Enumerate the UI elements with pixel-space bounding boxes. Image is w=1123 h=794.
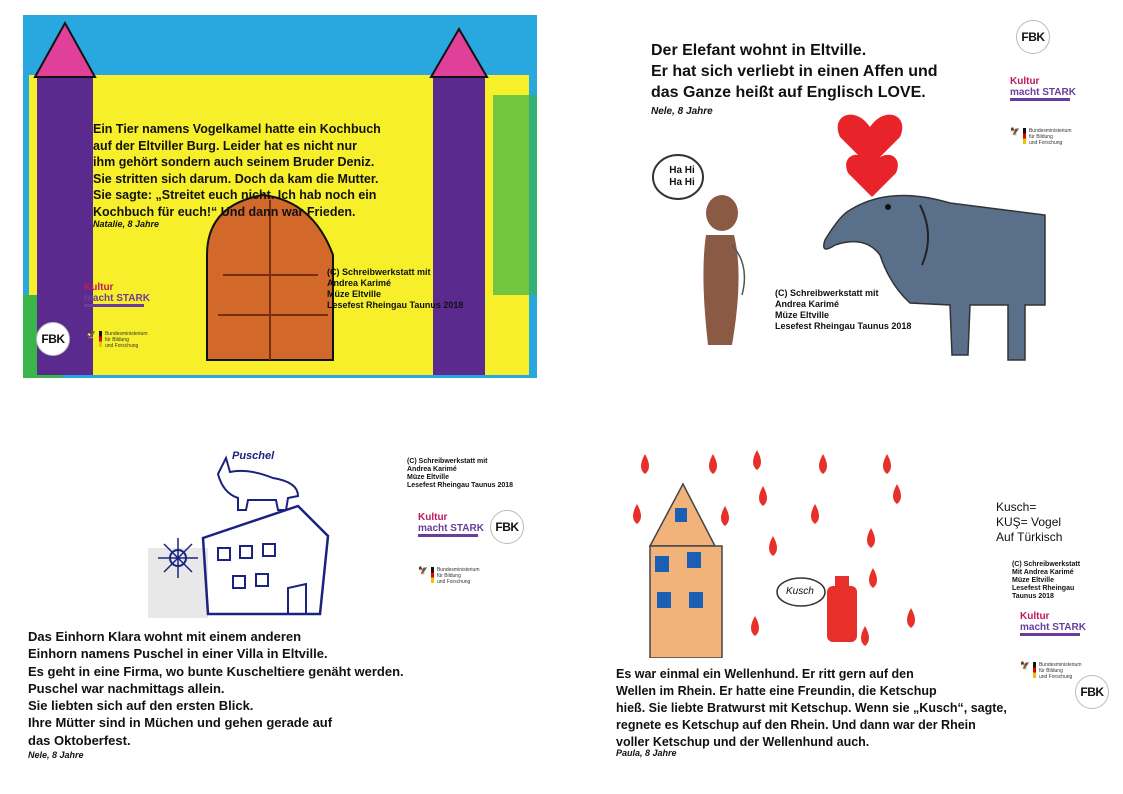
kultur-macht-stark-logo: Kultur macht STARK <box>1020 610 1086 636</box>
author-unicorn: Nele, 8 Jahre <box>28 750 84 760</box>
kultur-macht-stark-logo: Kultur macht STARK <box>418 511 484 537</box>
unicorn-villa-illustration <box>148 448 351 618</box>
eagle-icon: 🦅 <box>1010 127 1020 136</box>
fbk-logo: FBK <box>490 510 524 544</box>
eagle-icon: 🦅 <box>1020 661 1030 670</box>
author-ketchup: Paula, 8 Jahre <box>616 748 677 758</box>
fbk-logo: FBK <box>1075 675 1109 709</box>
credit-ketchup: (C) Schreibwerkstatt Mit Andrea Karimé Müze Eltville Lesefest Rheingau Taunus 2018 <box>1012 561 1081 600</box>
bmbf-logo: 🦅 Bundesministerium für Bildung und Forschung <box>418 566 480 585</box>
unicorn-drawing <box>148 448 351 618</box>
drawing-label-puschel: Puschel <box>232 450 275 462</box>
kultur-macht-stark-logo: Kultur macht STARK <box>1010 75 1076 101</box>
story-text-ketchup: Es war einmal ein Wellenhund. Er ritt gern auf den Wellen im Rhein. Er hatte eine Freundin, die Ketschup hieß. Sie liebte Bratwurst mit Ketschup. Wenn sie „Kusch“, sagte, regnete es Ketschup auf den Rhein. Und dann war der Rhein voller Ketschup und der Wellenhund auch. <box>616 667 1007 749</box>
elephant-monkey-illustration <box>650 105 1055 375</box>
fbk-logo: FBK <box>1016 20 1050 54</box>
story-text-castle: Ein Tier namens Vogelkamel hatte ein Kochbuch auf der Eltviller Burg. Leider hat es nicht nur ihm gehört sondern auch seinem Bruder Deniz. Sie stritten sich darum. Doch da kam die Mutter. Sie sagte: „Streitet euch nicht. Ich hab noch ein Kochbuch für euch!“ Und dann war Frieden. <box>93 122 381 219</box>
author-castle: Natalie, 8 Jahre <box>93 219 160 229</box>
speech-bubble-elephant: Ha Hi Ha Hi <box>669 165 695 188</box>
credit-unicorn: (C) Schreibwerkstatt mit Andrea Karimé Müze Eltville Lesefest Rheingau Taunus 2018 <box>407 458 514 489</box>
story-text-elephant: Der Elefant wohnt in Eltville. Er hat sich verliebt in einen Affen und das Ganze heißt auf Englisch LOVE. <box>651 42 938 101</box>
credit-elephant: (C) Schreibwerkstatt mit Andrea Karimé Müze Eltville Lesefest Rheingau Taunus 2018 <box>775 288 912 331</box>
fbk-logo: FBK <box>36 322 70 356</box>
eagle-icon: 🦅 <box>418 566 428 575</box>
ketchup-rain-illustration <box>625 446 925 658</box>
bmbf-logo: 🦅 Bundesministerium für Bildung und Forschung <box>86 330 148 349</box>
kultur-macht-stark-logo: Kultur macht STARK <box>84 281 150 307</box>
bmbf-logo: 🦅 Bundesministerium für Bildung und Forschung <box>1010 127 1072 146</box>
speech-bubble-ketchup: Kusch <box>786 586 814 597</box>
kusch-translation-note: Kusch= KUŞ= Vogel Auf Türkisch <box>996 500 1063 544</box>
story-text-unicorn: Das Einhorn Klara wohnt mit einem anderen Einhorn namens Puschel in einer Villa in Eltville. Es geht in eine Firma, wo bunte Kuscheltiere genäht werden. Puschel war nachmittags allein. Sie liebten sich auf den ersten Blick. Ihre Mütter sind in Müchen und gehen gerade auf das Oktoberfest. <box>28 629 404 748</box>
author-elephant: Nele, 8 Jahre <box>651 106 713 117</box>
credit-castle: (C) Schreibwerkstatt mit Andrea Karimé Müze Eltville Lesefest Rheingau Taunus 2018 <box>327 267 464 310</box>
eagle-icon: 🦅 <box>86 330 96 339</box>
ketchup-drawing <box>625 446 925 658</box>
elephant-drawing <box>650 105 1055 375</box>
bmbf-logo: 🦅 Bundesministerium für Bildung und Forschung <box>1020 661 1082 680</box>
